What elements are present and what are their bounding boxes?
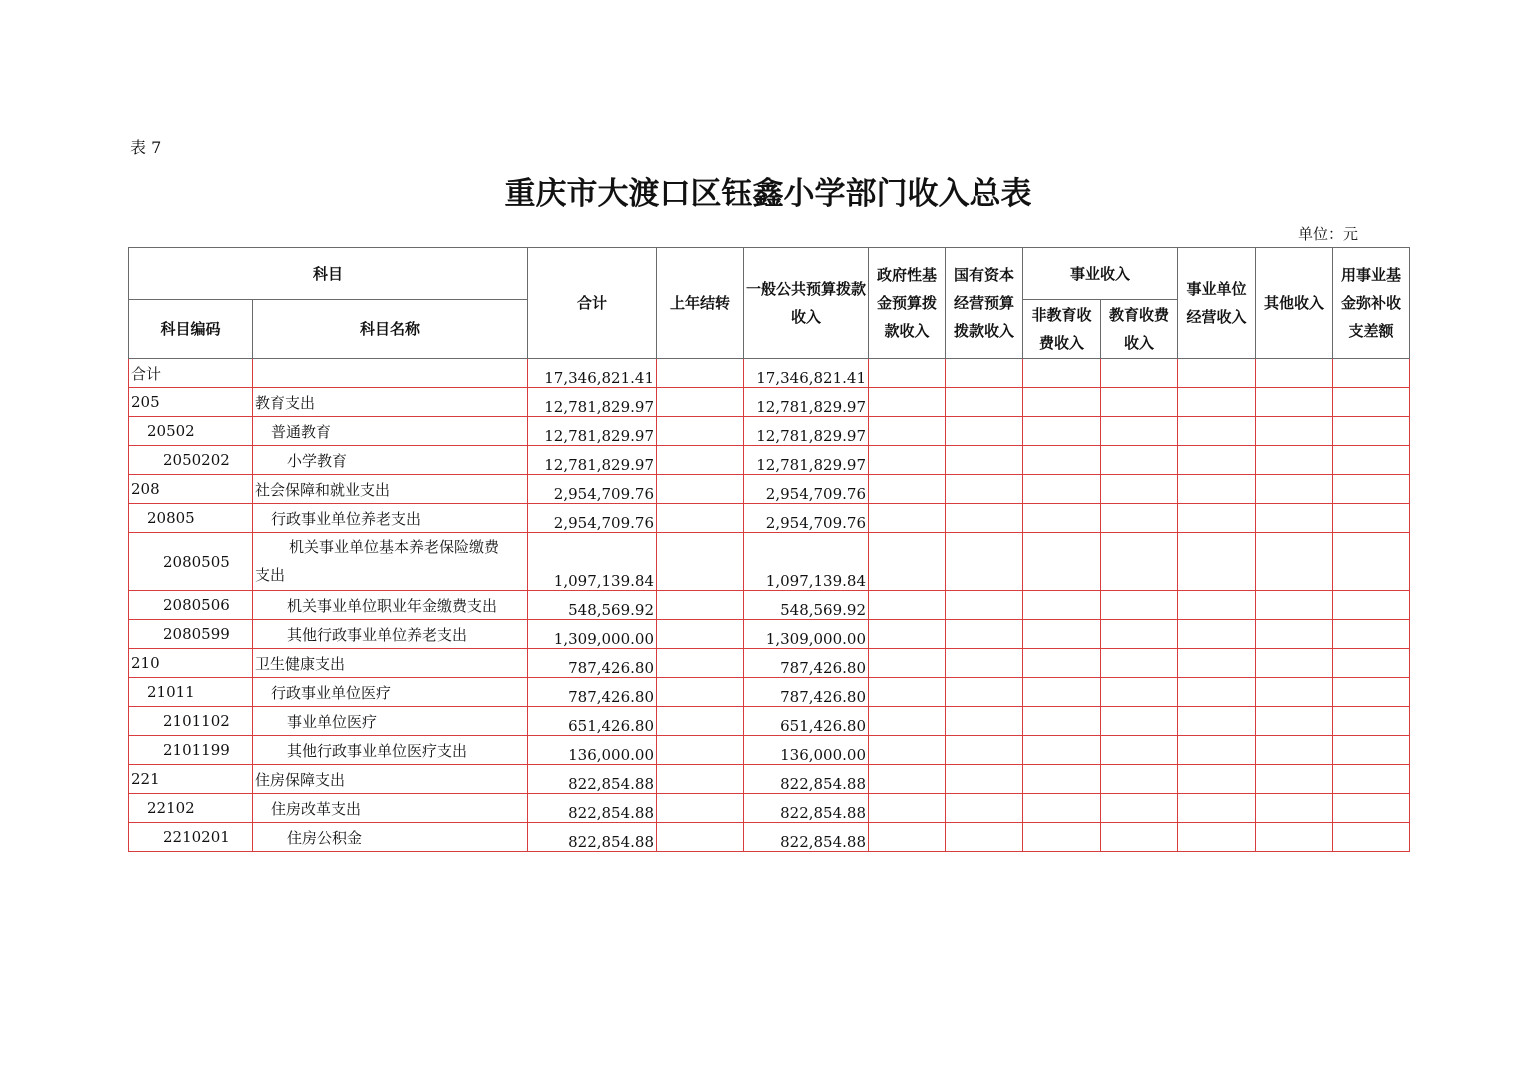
header-edu-fee: 教育收费收入 bbox=[1101, 300, 1178, 359]
row-total: 822,854.88 bbox=[528, 765, 657, 794]
row-code: 205 bbox=[129, 388, 253, 417]
row-general: 12,781,829.97 bbox=[744, 446, 869, 475]
row-total: 2,954,709.76 bbox=[528, 504, 657, 533]
header-other-income: 其他收入 bbox=[1256, 248, 1333, 359]
row-name: 小学教育 bbox=[253, 446, 528, 475]
row-code: 208 bbox=[129, 475, 253, 504]
table-row bbox=[129, 649, 1410, 678]
row-total: 1,097,139.84 bbox=[528, 533, 657, 591]
row-name: 普通教育 bbox=[253, 417, 528, 446]
row-total: 1,309,000.00 bbox=[528, 620, 657, 649]
row-name-line1: 机关事业单位基本养老保险缴费 bbox=[289, 538, 500, 556]
table-row bbox=[129, 359, 1410, 388]
row-code: 2050202 bbox=[129, 446, 253, 475]
row-name: 住房保障支出 bbox=[253, 765, 528, 794]
row-name: 住房公积金 bbox=[253, 823, 528, 852]
page-title: 重庆市大渡口区钰鑫小学部门收入总表 bbox=[504, 176, 1032, 212]
row-code: 221 bbox=[129, 765, 253, 794]
header-carryover: 上年结转 bbox=[657, 248, 744, 359]
header-general-budget: 一般公共预算拨款收入 bbox=[744, 248, 869, 359]
row-code: 2080506 bbox=[129, 591, 253, 620]
table-row bbox=[129, 736, 1410, 765]
row-code: 20805 bbox=[129, 504, 253, 533]
row-name: 事业单位医疗 bbox=[253, 707, 528, 736]
row-total: 651,426.80 bbox=[528, 707, 657, 736]
header-business-income: 事业收入 bbox=[1023, 248, 1178, 300]
row-total: 822,854.88 bbox=[528, 823, 657, 852]
header-subject-name: 科目名称 bbox=[253, 300, 528, 359]
row-code: 2210201 bbox=[129, 823, 253, 852]
income-summary-table bbox=[128, 247, 1410, 852]
row-total: 548,569.92 bbox=[528, 591, 657, 620]
row-total: 17,346,821.41 bbox=[528, 359, 657, 388]
header-gov-fund: 政府性基金预算拨款收入 bbox=[869, 248, 946, 359]
row-code: 22102 bbox=[129, 794, 253, 823]
row-general: 787,426.80 bbox=[744, 678, 869, 707]
row-code: 2080505 bbox=[129, 533, 253, 591]
row-general: 548,569.92 bbox=[744, 591, 869, 620]
row-name: 其他行政事业单位养老支出 bbox=[253, 620, 528, 649]
row-general: 651,426.80 bbox=[744, 707, 869, 736]
row-general: 787,426.80 bbox=[744, 649, 869, 678]
table-row bbox=[129, 417, 1410, 446]
row-name: 行政事业单位养老支出 bbox=[253, 504, 528, 533]
table-row bbox=[129, 678, 1410, 707]
row-total: 12,781,829.97 bbox=[528, 446, 657, 475]
row-general: 12,781,829.97 bbox=[744, 388, 869, 417]
header-fund-supplement: 用事业基金弥补收支差额 bbox=[1333, 248, 1410, 359]
row-general: 1,309,000.00 bbox=[744, 620, 869, 649]
table-row bbox=[129, 823, 1410, 852]
row-total: 12,781,829.97 bbox=[528, 388, 657, 417]
table-row bbox=[129, 794, 1410, 823]
header-subject: 科目 bbox=[129, 248, 528, 300]
row-name: 教育支出 bbox=[253, 388, 528, 417]
row-general: 1,097,139.84 bbox=[744, 533, 869, 591]
row-name: 其他行政事业单位医疗支出 bbox=[253, 736, 528, 765]
table-row bbox=[129, 533, 1410, 591]
row-general: 2,954,709.76 bbox=[744, 475, 869, 504]
row-code: 2080599 bbox=[129, 620, 253, 649]
header-non-edu-fee: 非教育收费收入 bbox=[1023, 300, 1101, 359]
row-name: 机关事业单位职业年金缴费支出 bbox=[253, 591, 528, 620]
row-name: 社会保障和就业支出 bbox=[253, 475, 528, 504]
row-name bbox=[253, 533, 528, 591]
row-general: 822,854.88 bbox=[744, 794, 869, 823]
row-general: 2,954,709.76 bbox=[744, 504, 869, 533]
header-total: 合计 bbox=[528, 248, 657, 359]
row-code: 合计 bbox=[129, 359, 253, 388]
row-code: 21011 bbox=[129, 678, 253, 707]
row-name: 住房改革支出 bbox=[253, 794, 528, 823]
table-row bbox=[129, 620, 1410, 649]
header-subject-code: 科目编码 bbox=[129, 300, 253, 359]
table-row bbox=[129, 446, 1410, 475]
header-operating-income: 事业单位经营收入 bbox=[1178, 248, 1256, 359]
row-name: 行政事业单位医疗 bbox=[253, 678, 528, 707]
row-code: 2101102 bbox=[129, 707, 253, 736]
row-code: 2101199 bbox=[129, 736, 253, 765]
row-name bbox=[253, 359, 528, 388]
row-code: 20502 bbox=[129, 417, 253, 446]
table-row bbox=[129, 504, 1410, 533]
row-general: 12,781,829.97 bbox=[744, 417, 869, 446]
unit-label: 单位：元 bbox=[1298, 225, 1359, 243]
row-total: 787,426.80 bbox=[528, 678, 657, 707]
row-total: 136,000.00 bbox=[528, 736, 657, 765]
row-total: 787,426.80 bbox=[528, 649, 657, 678]
table-row bbox=[129, 765, 1410, 794]
row-total: 822,854.88 bbox=[528, 794, 657, 823]
row-name-line2: 支出 bbox=[255, 566, 286, 584]
row-code: 210 bbox=[129, 649, 253, 678]
table-row bbox=[129, 707, 1410, 736]
table-row bbox=[129, 591, 1410, 620]
row-general: 822,854.88 bbox=[744, 823, 869, 852]
row-total: 2,954,709.76 bbox=[528, 475, 657, 504]
row-general: 17,346,821.41 bbox=[744, 359, 869, 388]
row-general: 136,000.00 bbox=[744, 736, 869, 765]
table-row bbox=[129, 475, 1410, 504]
table-row bbox=[129, 388, 1410, 417]
header-state-capital: 国有资本经营预算拨款收入 bbox=[946, 248, 1023, 359]
row-general: 822,854.88 bbox=[744, 765, 869, 794]
row-name: 卫生健康支出 bbox=[253, 649, 528, 678]
row-total: 12,781,829.97 bbox=[528, 417, 657, 446]
table-number: 表 7 bbox=[130, 138, 162, 157]
